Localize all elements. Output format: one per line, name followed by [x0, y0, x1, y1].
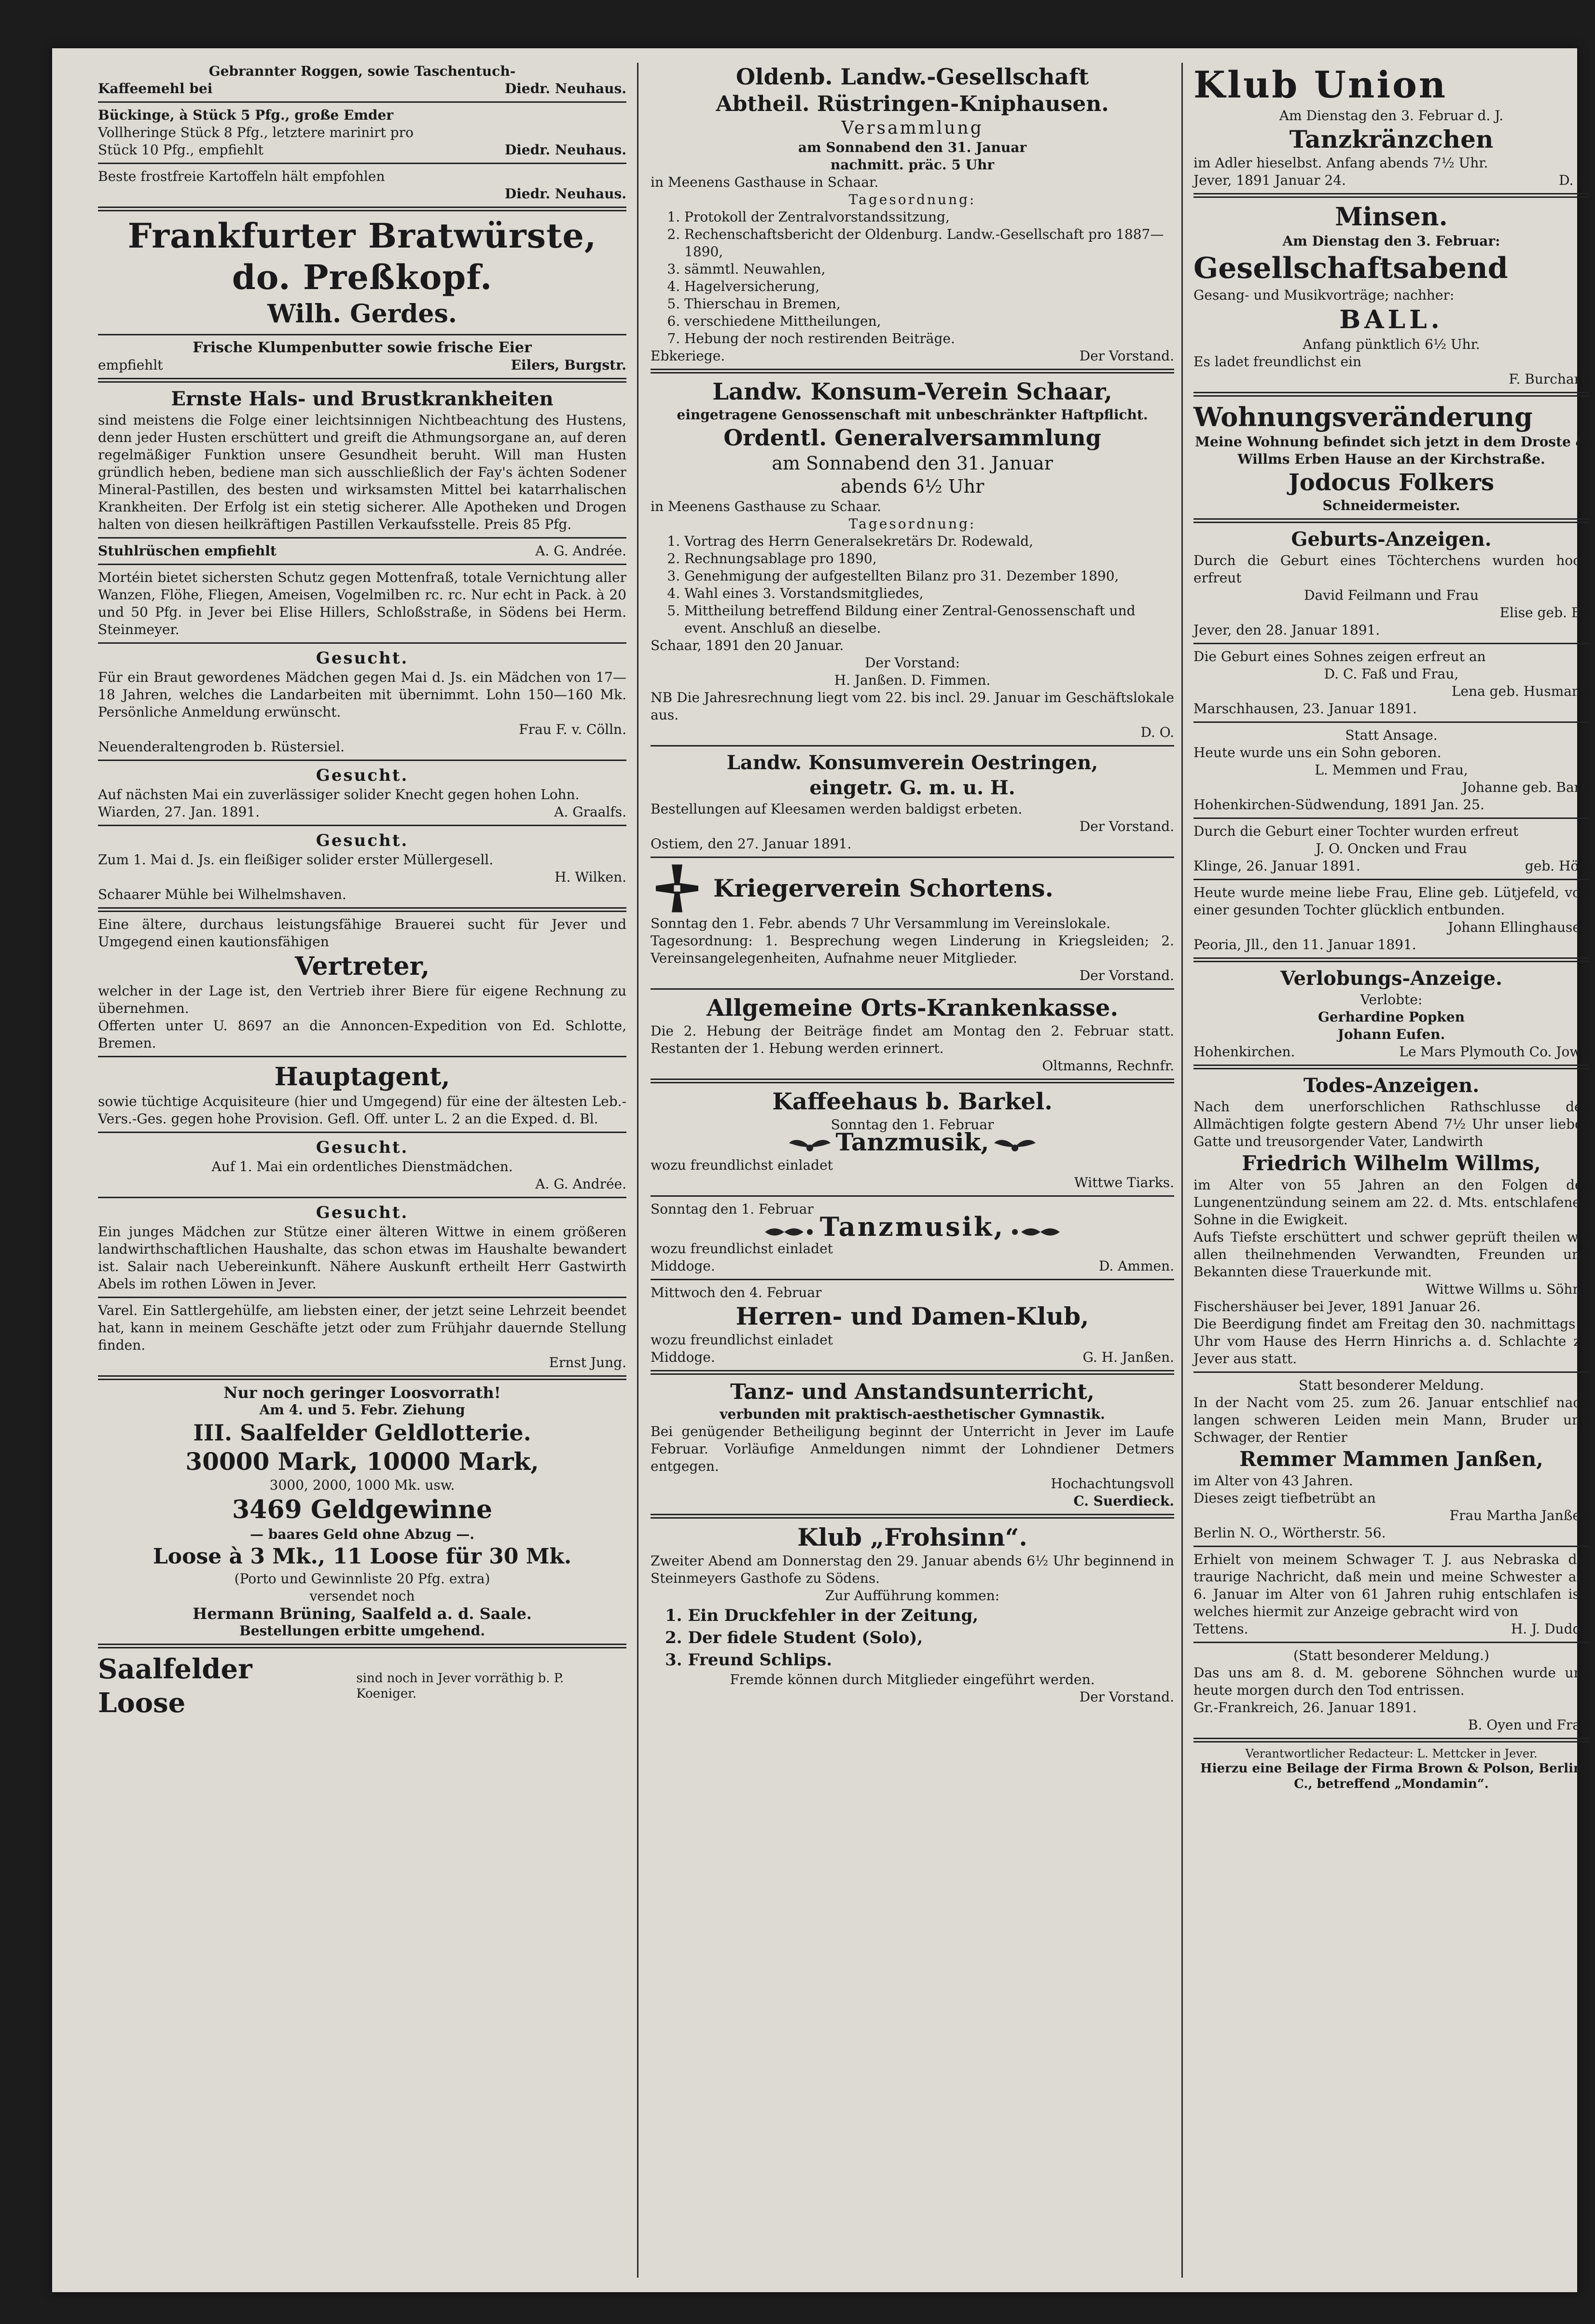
divider [98, 642, 626, 644]
ad-body: Die Geburt eines Sohnes zeigen erfreut an [1193, 649, 1486, 664]
ad-headline: Tanzkränzchen [1289, 125, 1494, 153]
ad-line: Mittwoch den 4. Februar [651, 1284, 822, 1300]
ad-line: Stück 10 Pfg., empfiehlt [98, 142, 264, 158]
ad-bueckinge [98, 107, 626, 159]
ad-body: Nach dem unerforschlichen Rathschlusse des Allmächtigen folgte gestern Abend 7½ Uhr unser lieber Gatte und treusorgender Vater, Landwirth [1193, 1099, 1589, 1149]
ad-line: wozu freundlichst einladet [651, 1240, 833, 1257]
ad-headline: do. Preßkopf. [232, 257, 493, 297]
ad-place: Peoria, Jll., den 11. Januar 1891. [1193, 937, 1416, 953]
ad-body: im Adler hieselbst. Anfang abends 7½ Uhr. [1193, 155, 1488, 171]
ad-signature: Elise geb. Be [1499, 605, 1589, 621]
ad-place: Tettens. [1193, 1621, 1248, 1637]
ad-line: Hochachtungsvoll [1051, 1475, 1174, 1492]
ad-headline: eingetr. G. m. u. H. [809, 776, 1015, 799]
ad-signature: geb. Höft [1525, 858, 1589, 874]
ad-signature: C. Suerdieck. [1073, 1493, 1174, 1509]
ad-line: wozu freundlichst einladet [651, 1157, 833, 1173]
divider [1193, 392, 1589, 397]
ad-klub-frohsinn [651, 1522, 1174, 1706]
ad-headline: Verlobungs-Anzeige. [1280, 967, 1502, 990]
agenda-item: 5. Mittheilung betreffend Bildung einer Zentral-Genossenschaft und event. Anschluß an dieselbe. [684, 602, 1174, 637]
ad-place: Jever, den 28. Januar 1891. [1193, 622, 1380, 638]
ad-body: Offerten unter U. 8697 an die Annoncen-Expedition von Ed. Schlotte, Bremen. [98, 1018, 626, 1051]
ad-headline: Kriegerverein Schortens. [713, 874, 1054, 902]
ad-body: Aufs Tiefste erschüttert und schwer geprüft theilen wir allen theilnehmenden Verwandten, Freunden und Bekannten diese Trauerkunde mit. [1193, 1229, 1589, 1280]
ad-headline: Ernste Hals- und Brustkrankheiten [171, 387, 554, 410]
ad-body: sowie tüchtige Acquisiteure (hier und Umgegend) für eine der ältesten Leb.-Vers.-Ges. gegen hohe Provision. Gefl. Off. unter L. 2 an die Exped. d. Bl. [98, 1093, 626, 1127]
ad-line: Anfang pünktlich 6½ Uhr. [1303, 336, 1480, 352]
ad-line: versendet noch [309, 1588, 415, 1604]
divider [1193, 193, 1589, 198]
ad-line: Gebrannter Roggen, sowie Taschentuch- [208, 63, 516, 79]
ad-signature: H. Wilken. [555, 869, 626, 885]
ad-geldlotterie [98, 1384, 626, 1640]
ad-place: Gr.-Frankreich, 26. Januar 1891. [1193, 1700, 1417, 1715]
ad-headline: Tanzmusik, [835, 1128, 989, 1156]
ad-headline: Saalfelder Loose [98, 1653, 252, 1719]
ad-signature: D. C. Faß und Frau, [1324, 666, 1459, 682]
ad-signature: A. G. Andrée. [535, 1176, 626, 1192]
ad-line: Nur noch geringer Loosvorrath! [223, 1383, 501, 1402]
ad-place: Wiarden, 27. Jan. 1891. [98, 804, 260, 820]
ad-signature: B. Oyen und Frau [1468, 1717, 1589, 1733]
ad-body: Tagesordnung: 1. Besprechung wegen Linderung in Kriegsleiden; 2. Vereinsangelegenheiten, Aufnahme neuer Mitglieder. [651, 933, 1174, 966]
ad-line: verbunden mit praktisch-aesthetischer Gymnastik. [720, 1406, 1105, 1422]
ad-headline: Landw. Konsumverein Oestringen, [726, 751, 1098, 774]
divider [1193, 1738, 1589, 1743]
ad-line: wozu freundlichst einladet [651, 1331, 833, 1348]
divider [651, 857, 1174, 858]
ad-klub-union [1193, 63, 1589, 189]
ad-body: In der Nacht vom 25. zum 26. Januar entschlief nach langen schweren Leiden mein Mann, Bruder und Schwager, der Rentier [1193, 1395, 1589, 1445]
ad-signature: Wittwe Tiarks. [1074, 1174, 1174, 1190]
ad-hauptagent [98, 1061, 626, 1128]
ad-headline: Jodocus Folkers [1289, 469, 1494, 496]
divider [98, 760, 626, 761]
ad-line: Am Dienstag den 3. Februar: [1282, 233, 1500, 249]
ad-line: Gesang- und Musikvorträge; nachher: [1193, 287, 1455, 303]
ad-signature: Der Vorstand. [1079, 1688, 1174, 1705]
ad-line: Schneidermeister. [1322, 498, 1460, 513]
ad-body: welcher in der Lage ist, den Vertrieb ihrer Biere für eigene Rechnung zu übernehmen. [98, 983, 626, 1016]
ad-place: Middoge. [651, 1349, 715, 1365]
ad-signature: Gerhardine Popken [1318, 1009, 1465, 1025]
ad-headline: Friedrich Wilhelm Willms, [1242, 1151, 1541, 1175]
ad-gesucht-stuetze [98, 1202, 626, 1293]
ad-headline: Vertreter, [294, 952, 430, 981]
agenda-item: 1. Vortrag des Herrn Generalsekretärs Dr. Rodewald, [684, 533, 1174, 550]
ad-line: Verlobte: [1360, 992, 1423, 1008]
agenda-item: 7. Hebung der noch restirenden Beiträge. [684, 330, 1174, 347]
ad-signature: Frau F. v. Cölln. [519, 721, 626, 737]
ad-line: Bestellungen erbitte umgehend. [239, 1623, 485, 1639]
ad-signature: Der Vorstand. [1079, 818, 1174, 834]
ad-line: nachmitt. präc. 5 Uhr [830, 157, 995, 173]
divider [98, 1644, 626, 1648]
ad-gesucht-braut [98, 648, 626, 756]
ad-signature: David Feilmann und Frau [1304, 587, 1479, 603]
agenda-list [651, 208, 1174, 347]
column-left [98, 63, 626, 2278]
divider [98, 163, 626, 164]
ad-signature: Hermann Brüning, Saalfeld a. d. Saale. [193, 1605, 532, 1623]
divider [1193, 879, 1589, 880]
ad-headline: Frankfurter Bratwürste, [127, 216, 597, 256]
divider [1193, 817, 1589, 819]
divider [98, 825, 626, 826]
ad-signature: H. J. Dudde [1511, 1621, 1589, 1637]
ad-place: Le Mars Plymouth Co. Jowa [1399, 1044, 1589, 1060]
divider [98, 378, 626, 383]
ad-tanzmusik-middoge [651, 1201, 1174, 1275]
ad-body: Auf 1. Mai ein ordentliches Dienstmädchen. [211, 1159, 513, 1175]
agenda-item: 4. Hagelversicherung, [684, 278, 1174, 295]
ad-saalfelder-loose [98, 1652, 626, 1720]
ad-stuhlrueschen [98, 542, 626, 560]
ad-headline: Geburts-Anzeigen. [1291, 528, 1492, 551]
divider [651, 1079, 1174, 1083]
ad-body: sind meistens die Folge einer leichtsinnigen Nichtbeachtung des Hustens, denn jeder Husten erschüttert und greift die Athmungsorgane an, auf deren regelmäßiger Funktion unsere Gesundheit beruht. Will man Husten gründlich heben, bediene man sich ausschließlich der Fay's ächten Sodener Mineral-Pastillen, des besten und wirksamsten Mittel bei katarrhalischen Krankheiten. Der Erfolg ist ein stetig sicherer. Alle Apotheken und Drogen halten von diesen heilkräftigen Pastillen Verkaufsstelle. Preis 85 Pfg. [98, 412, 626, 532]
ad-body: Erhielt von meinem Schwager T. J. aus Nebraska die traurige Nachricht, daß mein und meine Schwester am 6. Januar im Alter von 61 Jahren ruhig entschlafen ist, welches hiermit zur Anzeige gebracht wird von [1193, 1551, 1589, 1619]
winged-ornament-icon [993, 1137, 1037, 1157]
ad-body: Bestellungen auf Kleesamen werden baldigst erbeten. [651, 801, 1023, 817]
ad-signature: D. z. [1559, 172, 1589, 188]
ad-place: Ebkeriege. [651, 348, 725, 364]
ad-place: Fischershäuser bei Jever, 1891 Januar 26. [1193, 1299, 1481, 1314]
ad-line: 3000, 2000, 1000 Mk. usw. [269, 1477, 455, 1493]
ad-line: Sonntag den 1. Februar [831, 1117, 994, 1133]
ad-line: Stuhlrüschen empfiehlt [98, 543, 277, 559]
ad-line: abends 6½ Uhr [840, 476, 985, 497]
ad-body: Zum 1. Mai d. Js. ein fleißiger solider erster Müllergesell. [98, 852, 494, 868]
column-divider [1181, 63, 1183, 2278]
divider [651, 1370, 1174, 1375]
ad-signature: H. Janßen. D. Fimmen. [834, 672, 991, 688]
ad-signature: J. O. Oncken und Frau [1316, 841, 1467, 857]
ad-signature: Diedr. Neuhaus. [504, 142, 626, 158]
ad-headline: Hauptagent, [274, 1062, 450, 1092]
ad-halskrankheiten [98, 387, 626, 533]
ad-signature: Diedr. Neuhaus. [504, 81, 626, 97]
ad-line: Zur Aufführung kommen: [825, 1587, 1000, 1604]
ad-line: Kaffeemehl bei [98, 81, 213, 97]
ad-line: Bückinge, à Stück 5 Pfg., große Emder [98, 107, 394, 123]
program-item: 2. Der fidele Student (Solo), [665, 1628, 923, 1647]
agenda-item: 3. Genehmigung der aufgestellten Bilanz pro 31. Dezember 1890, [684, 567, 1174, 585]
ad-signature: D. Ammen. [1098, 1258, 1174, 1274]
ad-headline: Klub Union [1193, 63, 1448, 106]
divider [98, 101, 626, 103]
divider [98, 907, 626, 912]
ad-signature: Ernst Jung. [549, 1355, 626, 1370]
winged-ornament-icon [788, 1137, 832, 1157]
ad-body: Die Beerdigung findet am Freitag den 30. nachmittags 2 Uhr vom Hause des Herrn Hinrichs a. d. Schlachte zu Jever aus statt. [1193, 1316, 1589, 1367]
ad-headline: Loose à 3 Mk., 11 Loose für 30 Mk. [153, 1544, 572, 1569]
ad-place: Middoge. [651, 1258, 715, 1274]
ad-signature: Der Vorstand. [1079, 348, 1174, 364]
ad-headline: Gesucht. [316, 766, 409, 785]
divider [1193, 1642, 1589, 1643]
ad-body: Zweiter Abend am Donnerstag den 29. Januar abends 6½ Uhr beginnend in Steinmeyers Gasthofe zu Södens. [651, 1552, 1174, 1586]
ad-place: Schaarer Mühle bei Wilhelmshaven. [98, 886, 347, 902]
ad-signature: D. O. [1140, 724, 1174, 740]
ad-body: Heute wurde uns ein Sohn geboren. [1193, 745, 1442, 761]
ad-body: Meine Wohnung befindet sich jetzt in dem Droste & Willms Erben Hause an der Kirchstraße. [1195, 434, 1588, 467]
ad-headline: Oldenb. Landw.-Gesellschaft [735, 64, 1089, 90]
agenda-item: 5. Thierschau in Bremen, [684, 295, 1174, 313]
divider [1193, 1546, 1589, 1547]
divider [98, 1132, 626, 1133]
ad-line: in Meenens Gasthause zu Schaar. [651, 498, 882, 514]
ad-gesucht-dienstmaedchen [98, 1137, 626, 1193]
ad-line: Am 4. und 5. Febr. Ziehung [259, 1402, 465, 1418]
ad-body: Sonntag den 1. Febr. abends 7 Uhr Versammlung im Vereinslokale. [651, 915, 1110, 931]
divider [98, 1056, 626, 1057]
ad-signature: Johanne geb. Barg [1462, 779, 1589, 795]
divider [1193, 643, 1589, 644]
supplement-note: Hierzu eine Beilage der Firma Brown & Polson, Berlin C., betreffend „Mondamin“. [1200, 1761, 1582, 1791]
ad-headline: III. Saalfelder Geldlotterie. [193, 1420, 531, 1446]
ad-sattlergehuelfe [98, 1302, 626, 1371]
ad-tanzunterricht [651, 1379, 1174, 1510]
ad-minsen [1193, 202, 1589, 388]
ad-headline: 3469 Geldgewinne [232, 1495, 493, 1524]
ad-signature: Wilh. Gerdes. [267, 299, 457, 329]
ad-headline: Ordentl. Generalversammlung [723, 425, 1101, 451]
ad-line: Fremde können durch Mitglieder eingeführt werden. [730, 1671, 1095, 1688]
ad-place: Marschhausen, 23. Januar 1891. [1193, 701, 1417, 717]
ad-body: Dieses zeigt tiefbetrübt an [1193, 1490, 1376, 1506]
ornament-icon [763, 1225, 816, 1239]
ad-geburts-anzeigen [1193, 527, 1589, 954]
ad-place: Hohenkirchen. [1193, 1044, 1295, 1060]
ad-line: — baares Geld ohne Abzug —. [250, 1526, 474, 1542]
agenda-item: 2. Rechnungsablage pro 1890, [684, 550, 1174, 567]
ad-headline: Remmer Mammen Janßen, [1239, 1447, 1543, 1471]
ad-signature: Diedr. Neuhaus. [504, 186, 626, 202]
divider [98, 207, 626, 211]
divider [651, 1279, 1174, 1280]
agenda-list [651, 533, 1174, 637]
ad-headline: Klub „Frohsinn“. [797, 1522, 1027, 1551]
ad-headline: Tanz- und Anstandsunterricht, [730, 1379, 1095, 1404]
ad-headline: Gesucht. [316, 831, 409, 850]
ad-herren-damen-klub [651, 1284, 1174, 1366]
ad-body: Heute wurde meine liebe Frau, Eline geb. Lütjefeld, von einer gesunden Tochter glücklich entbunden. [1193, 885, 1589, 918]
ad-signature: A. Graalfs. [554, 804, 626, 820]
ad-headline: Kaffeehaus b. Barkel. [772, 1088, 1053, 1115]
ad-headline: Gesucht. [316, 1138, 409, 1157]
ad-line: Frische Klumpenbutter sowie frische Eier [193, 339, 532, 356]
ad-kaffeehaus-barkel [651, 1087, 1174, 1191]
ad-body: Auf nächsten Mai ein zuverlässiger solider Knecht gegen hohen Lohn. [98, 787, 580, 802]
ad-headline: Gesellschaftsabend [1193, 251, 1508, 285]
divider [651, 745, 1174, 747]
agenda-item: 3. sämmtl. Neuwahlen, [684, 261, 1174, 278]
ad-body: im Alter von 43 Jahren. [1193, 1473, 1353, 1489]
ad-line: Es ladet freundlichst ein [1193, 354, 1362, 370]
divider [98, 1197, 626, 1198]
ad-place: Klinge, 26. Januar 1891. [1193, 858, 1360, 874]
ad-line: Tagesordnung: [848, 516, 976, 532]
divider [98, 537, 626, 539]
divider [651, 1514, 1174, 1519]
divider [1193, 518, 1589, 523]
ad-headline: BALL. [1339, 305, 1443, 334]
ad-line: Am Dienstag den 3. Februar d. J. [1279, 108, 1504, 124]
agenda-item: 2. Rechenschaftsbericht der Oldenburg. Landw.-Gesellschaft pro 1887—1890, [684, 226, 1174, 261]
ad-line: Statt Ansage. [1345, 727, 1438, 743]
program-item: 3. Freund Schlips. [665, 1650, 832, 1670]
ad-headline: Tanzmusik, [819, 1211, 1005, 1242]
ad-headline: Landw. Konsum-Verein Schaar, [712, 378, 1112, 405]
ad-klumpenbutter [98, 339, 626, 374]
ad-line: Tagesordnung: [848, 192, 976, 208]
newspaper-page [52, 48, 1589, 2292]
ad-mortein [98, 569, 626, 638]
ad-gesucht-muellergesell [98, 830, 626, 903]
ad-headline: Gesucht. [316, 649, 409, 668]
column-middle [651, 63, 1174, 2278]
ad-headline: Herren- und Damen-Klub, [735, 1301, 1089, 1330]
ad-kriegerverein [651, 862, 1174, 984]
ad-vertreter [98, 916, 626, 1052]
ad-place: Neuenderaltengroden b. Rüstersiel. [98, 739, 345, 755]
agenda-item: 4. Wahl eines 3. Vorstandsmitgliedes, [684, 585, 1174, 602]
ad-line: empfiehlt [98, 357, 163, 373]
divider [98, 1297, 626, 1298]
ad-signature: Wittwe Willms u. Söhne [1426, 1281, 1589, 1297]
divider [1193, 1371, 1589, 1373]
divider [651, 1195, 1174, 1197]
divider [1193, 957, 1589, 962]
ad-place: Berlin N. O., Wörtherstr. 56. [1193, 1525, 1386, 1541]
ad-konsumverein-oestringen [651, 750, 1174, 853]
column-right [1193, 63, 1589, 2278]
ad-body: Das uns am 8. d. M. geborene Söhnchen wurde uns heute morgen durch den Tod entrissen. [1193, 1665, 1589, 1698]
ad-signature: Oltmanns, Rechnfr. [1042, 1058, 1174, 1074]
ad-signature: Der Vorstand. [1079, 968, 1174, 983]
ad-place: Ostiem, den 27. Januar 1891. [651, 836, 852, 852]
ad-wohnungsveraenderung [1193, 401, 1589, 514]
ad-line: am Sonnabend den 31. Januar [772, 453, 1053, 474]
ad-krankenkasse [651, 994, 1174, 1075]
ad-line: (Porto und Gewinnliste 20 Pfg. extra) [234, 1571, 490, 1587]
ad-line: in Meenens Gasthause in Schaar. [651, 174, 879, 190]
ad-line: Beste frostfreie Kartoffeln hält empfohlen [98, 168, 385, 184]
ad-body: Eine ältere, durchaus leistungsfähige Brauerei sucht für Jever und Umgegend einen kautionsfähigen [98, 916, 626, 950]
ad-body: Ein junges Mädchen zur Stütze einer älteren Wittwe in einem größeren landwirthschaftlichen Haushalte, das schon etwas im Haushalte bewandert ist. Salair nach Uebereinkunft. Nähere Auskunft ertheilt Herr Gastwirth Abels im rothen Löwen in Jever. [98, 1224, 626, 1292]
ad-signature: Johann Eufen. [1337, 1026, 1445, 1042]
ad-signature: Eilers, Burgstr. [511, 357, 626, 373]
ad-place: Hohenkirchen-Südwendung, 1891 Jan. 25. [1193, 797, 1484, 813]
ad-body: Varel. Ein Sattlergehülfe, am liebsten einer, der jetzt seine Lehrzeit beendet hat, kann in meinem Geschäfte jetzt oder zum Frühjahr dauernde Stellung finden. [98, 1302, 626, 1353]
ad-todes-anzeigen [1193, 1073, 1589, 1734]
ad-place: Jever, 1891 Januar 24. [1193, 172, 1346, 188]
ad-body: Durch die Geburt eines Töchterchens wurden hoch erfreut [1193, 553, 1589, 586]
ad-body: Durch die Geburt einer Tochter wurden erfreut [1193, 823, 1519, 839]
divider [98, 334, 626, 335]
ad-verlobungs-anzeige [1193, 966, 1589, 1061]
ad-headline: 30000 Mark, 10000 Mark, [185, 1447, 539, 1476]
ad-line: sind noch in Jever vorräthig b. P. Koeniger. [356, 1671, 564, 1701]
ad-body: NB Die Jahresrechnung liegt vom 22. bis incl. 29. Januar im Geschäftslokale aus. [651, 690, 1174, 723]
agenda-item: 6. verschiedene Mittheilungen, [684, 313, 1174, 330]
ad-gesucht-knecht [98, 765, 626, 821]
ad-headline: Allgemeine Orts-Krankenkasse. [706, 995, 1119, 1022]
ad-roggen [98, 63, 626, 97]
ad-line: (Statt besonderer Meldung.) [1293, 1647, 1489, 1663]
ad-headline: Todes-Anzeigen. [1303, 1074, 1480, 1097]
divider [1193, 1065, 1589, 1069]
agenda-item: 1. Protokoll der Zentralvorstandssitzung, [684, 208, 1174, 226]
ad-line: Statt besonderer Meldung. [1298, 1377, 1484, 1393]
ad-signature: Frau Martha Janßen [1449, 1508, 1589, 1523]
ad-konsumverein-schaar [651, 377, 1174, 741]
ad-body: Bei genügender Betheiligung beginnt der Unterricht in Jever im Laufe Februar. Vorläufige Anmeldungen nimmt der Lohndiener Detmers entgegen. [651, 1423, 1174, 1474]
ad-body: Die 2. Hebung der Beiträge findet am Montag den 2. Februar statt. Restanten der 1. Hebung werden erinnert. [651, 1023, 1174, 1056]
ad-signature: Johann Ellinghausen [1448, 919, 1589, 935]
ad-line: Versammlung [841, 118, 984, 138]
ad-line: am Sonnabend den 31. Januar [798, 139, 1027, 155]
ad-kartoffeln [98, 168, 626, 203]
ad-line: Sonntag den 1. Februar [651, 1201, 814, 1217]
ad-headline: Abtheil. Rüstringen-Kniphausen. [716, 92, 1109, 116]
ad-signature: G. H. Janßen. [1082, 1349, 1174, 1365]
ad-body: im Alter von 55 Jahren an den Folgen der Lungenentzündung seinem am 22. d. Mts. entschlafenen Sohne in die Ewigkeit. [1193, 1177, 1589, 1228]
divider [98, 564, 626, 565]
ad-signature: Lena geb. Husmann [1451, 683, 1589, 699]
ornament-icon [1009, 1225, 1062, 1239]
divider [98, 1375, 626, 1380]
ad-signature: A. G. Andrée. [535, 543, 626, 559]
ad-signature: L. Memmen und Frau, [1315, 762, 1468, 778]
program-item: 1. Ein Druckfehler in der Zeitung, [665, 1605, 979, 1625]
column-divider [637, 63, 638, 2278]
ad-line: Vollheringe Stück 8 Pfg., letztere marinirt pro [98, 124, 414, 140]
ad-headline: Minsen. [1335, 202, 1448, 232]
ad-bratwuerste [98, 215, 626, 330]
divider [651, 988, 1174, 990]
ad-body: Für ein Braut gewordenes Mädchen gegen Mai d. Js. ein Mädchen von 17—18 Jahren, welches die Landarbeiten mit übernimmt. Lohn 150—160 Mk. Persönliche Anmeldung erwünscht. [98, 669, 626, 720]
divider [1193, 721, 1589, 723]
ad-signature: F. Burchard [1509, 371, 1589, 387]
ad-headline: Wohnungsveränderung [1193, 401, 1533, 432]
ad-headline: Gesucht. [316, 1203, 409, 1222]
page-footer [1193, 1746, 1589, 1792]
divider [651, 369, 1174, 374]
ad-signature: Der Vorstand: [865, 655, 960, 671]
iron-cross-icon [651, 862, 704, 915]
ad-landw-gesellschaft [651, 63, 1174, 365]
ad-body: Mortéin bietet sichersten Schutz gegen Mottenfraß, totale Vernichtung aller Wanzen, Flöhe, Fliegen, Ameisen, Vogelmilben rc. rc. Nur echt in Pack. à 20 und 50 Pfg. in Jever bei Elise Hillers, Schloßstraße, in Södens bei Herm. Steinmeyer. [98, 569, 626, 637]
ad-place: Schaar, 1891 den 20 Januar. [651, 637, 844, 653]
ad-line: eingetragene Genossenschaft mit unbeschränkter Haftpflicht. [677, 407, 1148, 423]
editor-line: Verantwortlicher Redacteur: L. Mettcker in Jever. [1245, 1747, 1538, 1760]
